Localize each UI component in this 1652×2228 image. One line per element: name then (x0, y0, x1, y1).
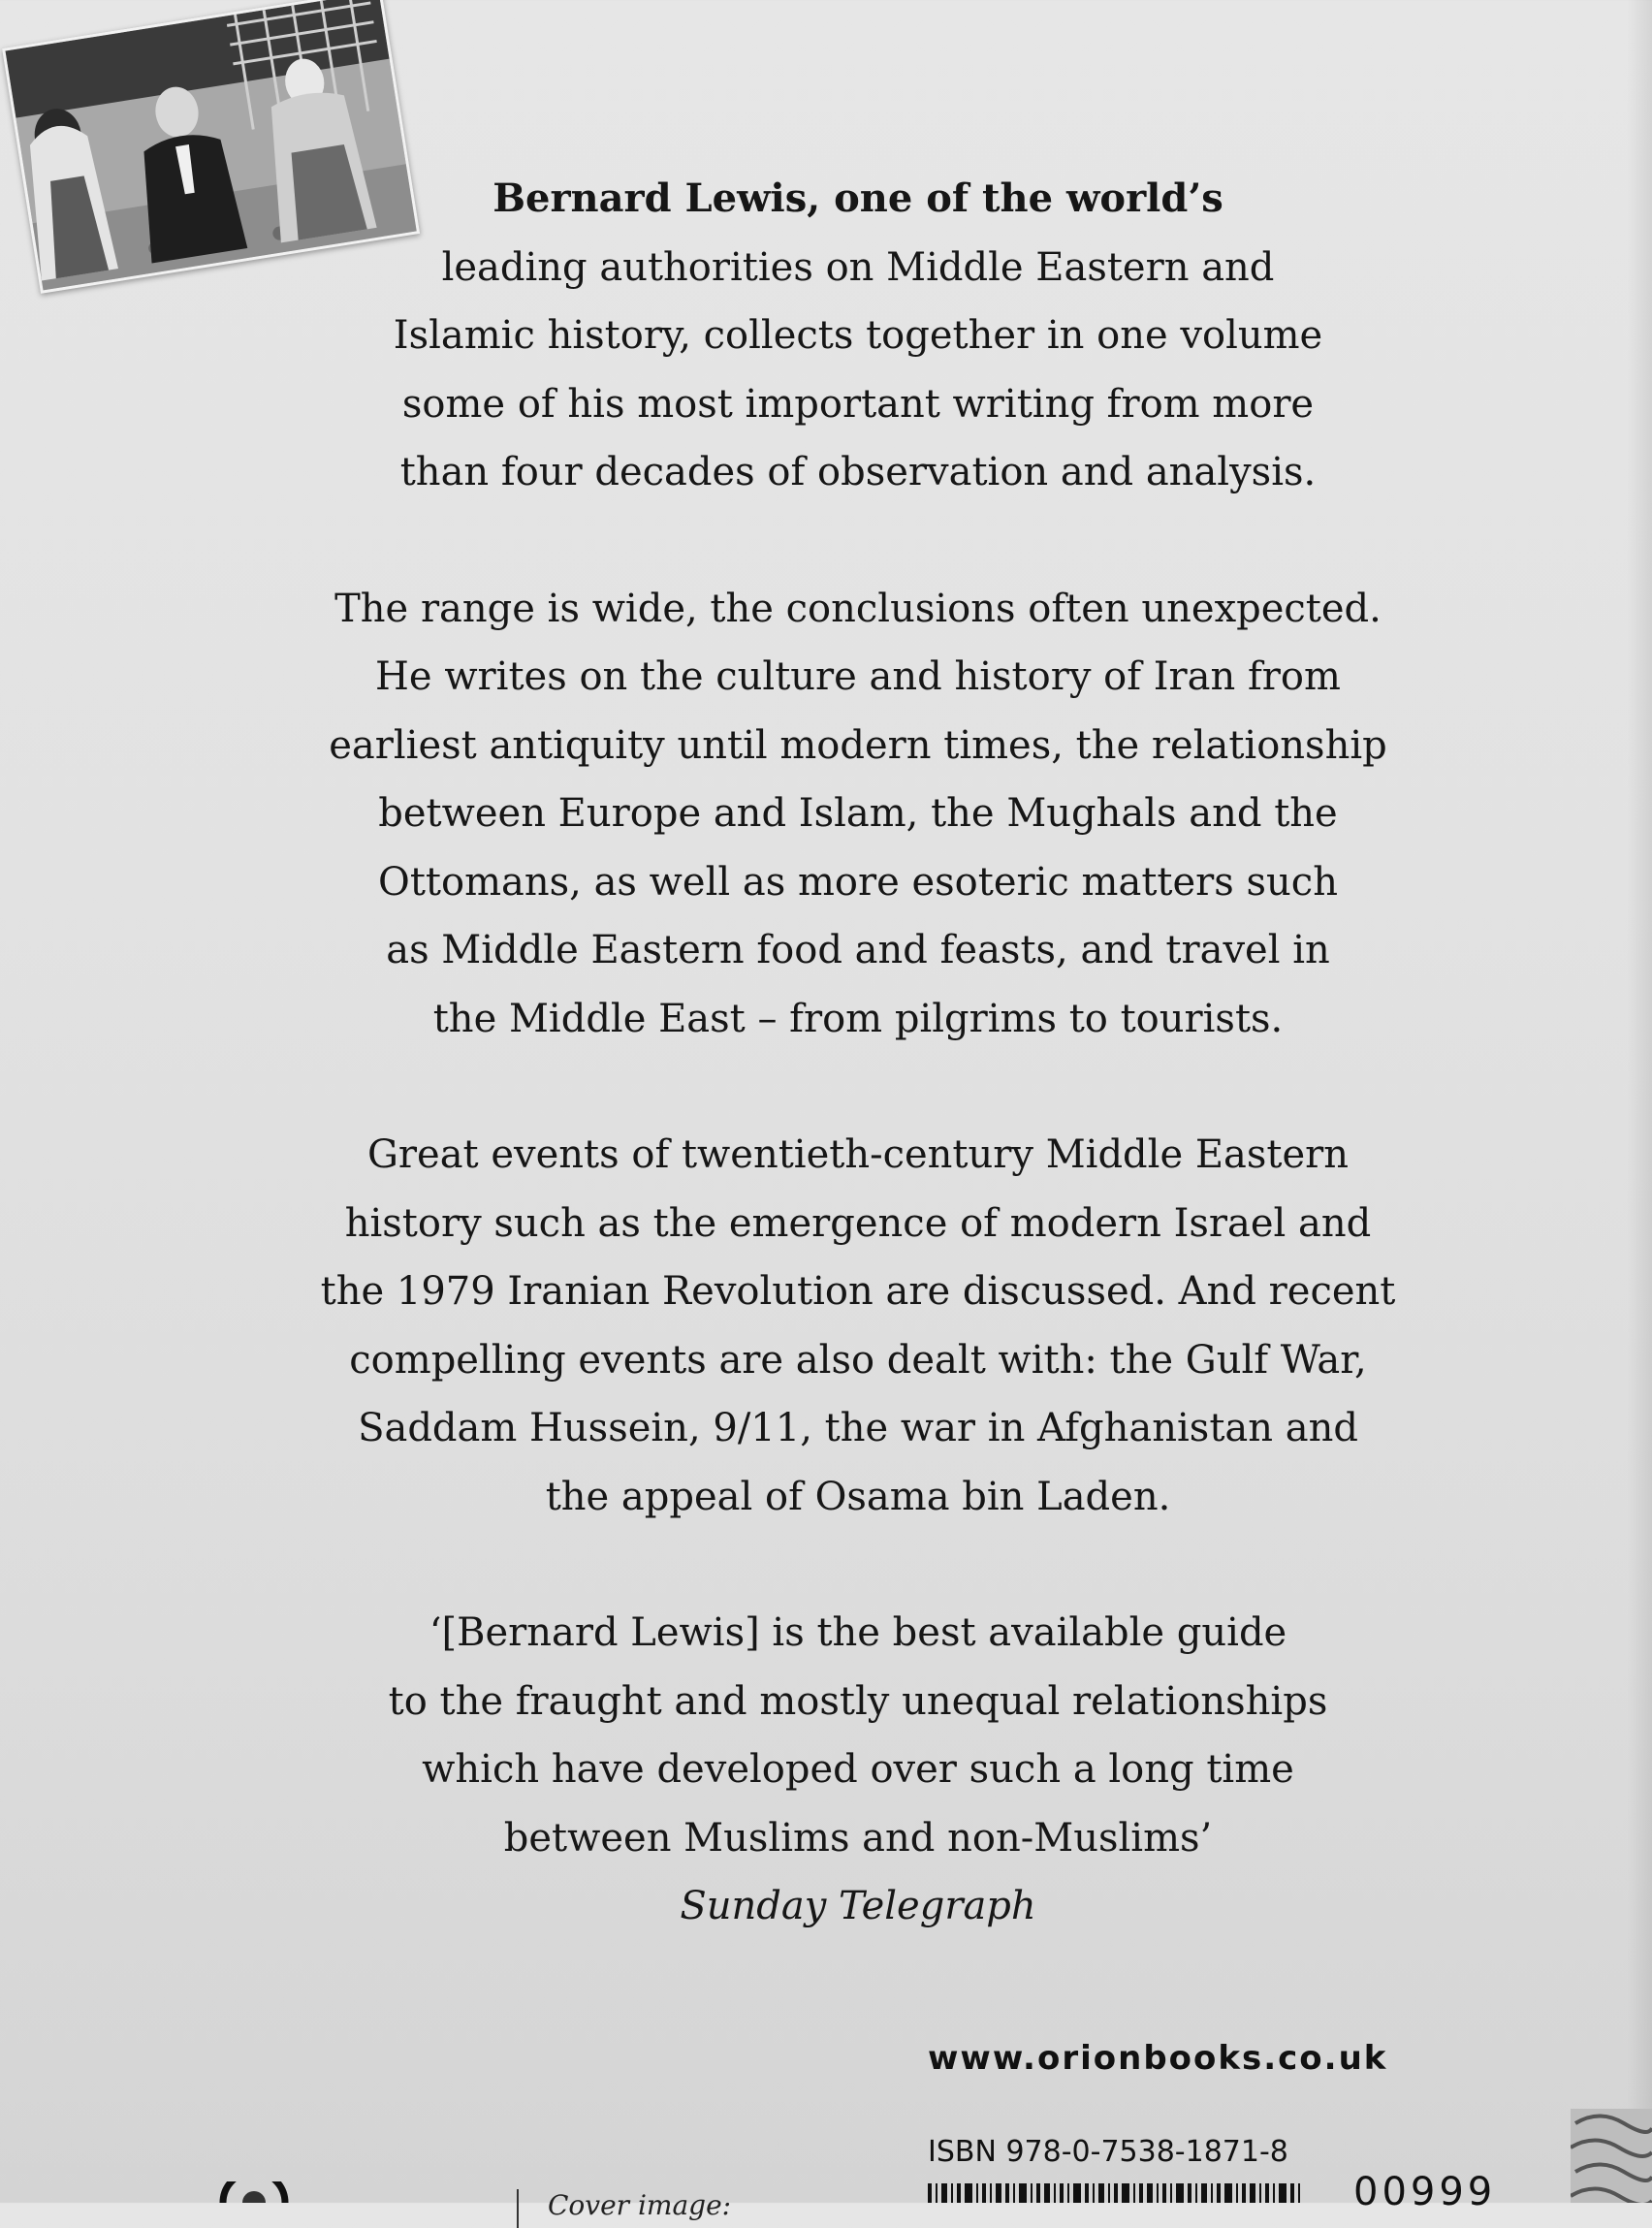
corner-pattern-icon (1571, 2109, 1652, 2203)
footer-divider (517, 2189, 519, 2228)
text-line: between Europe and Islam, the Mughals and the (378, 791, 1338, 836)
intro-lead-line: Bernard Lewis, one of the world’s (492, 175, 1223, 221)
text-line: earliest antiquity until modern times, the relationship (329, 722, 1387, 768)
intro-paragraph (281, 165, 1435, 507)
text-line: Ottomans, as well as more esoteric matters such (378, 859, 1338, 905)
publisher-logo-icon (204, 2181, 301, 2203)
quote-line: ‘[Bernard Lewis] is the best available guide (429, 1610, 1287, 1655)
text-line: the Middle East – from pilgrims to tourists. (432, 996, 1284, 1041)
text-line: Great events of twentieth-century Middle Eastern (366, 1132, 1350, 1177)
review-quote (281, 1599, 1435, 1941)
text-line: as Middle Eastern food and feasts, and travel in (386, 928, 1330, 972)
page-edge-shadow (1627, 0, 1652, 2203)
blurb-text (281, 165, 1435, 1941)
text-line: The range is wide, the conclusions often unexpected. (334, 586, 1382, 631)
text-line: the 1979 Iranian Revolution are discussed. And recent (320, 1269, 1396, 1314)
text-line: leading authorities on Middle Eastern and (441, 244, 1275, 290)
price-code: 00999 (1353, 2170, 1497, 2214)
quote-line: between Muslims and non-Muslims’ (503, 1815, 1213, 1861)
text-line: the appeal of Osama bin Laden. (545, 1474, 1171, 1519)
text-line: history such as the emergence of modern Israel and (344, 1200, 1372, 1246)
cover-image-credit: Cover image: (548, 2189, 732, 2221)
range-paragraph (281, 575, 1435, 1054)
isbn-number: ISBN 978-0-7538-1871-8 (928, 2135, 1288, 2169)
text-line: some of his most important writing from more (401, 381, 1315, 427)
text-line: Saddam Hussein, 9/11, the war in Afghanistan and (358, 1406, 1358, 1450)
text-line: Islamic history, collects together in one volume (393, 313, 1323, 358)
text-line: He writes on the culture and history of Iran from (375, 654, 1341, 699)
text-line: than four decades of observation and analysis. (399, 450, 1317, 494)
barcode-icon (928, 2183, 1306, 2203)
events-paragraph (281, 1121, 1435, 1531)
text-line: compelling events are also dealt with: the Gulf War, (349, 1337, 1367, 1383)
quote-line: to the fraught and mostly unequal relationships (388, 1678, 1328, 1724)
quote-source: Sunday Telegraph (680, 1884, 1036, 1928)
quote-line: which have developed over such a long time (422, 1747, 1294, 1792)
publisher-website: www.orionbooks.co.uk (928, 2039, 1388, 2078)
